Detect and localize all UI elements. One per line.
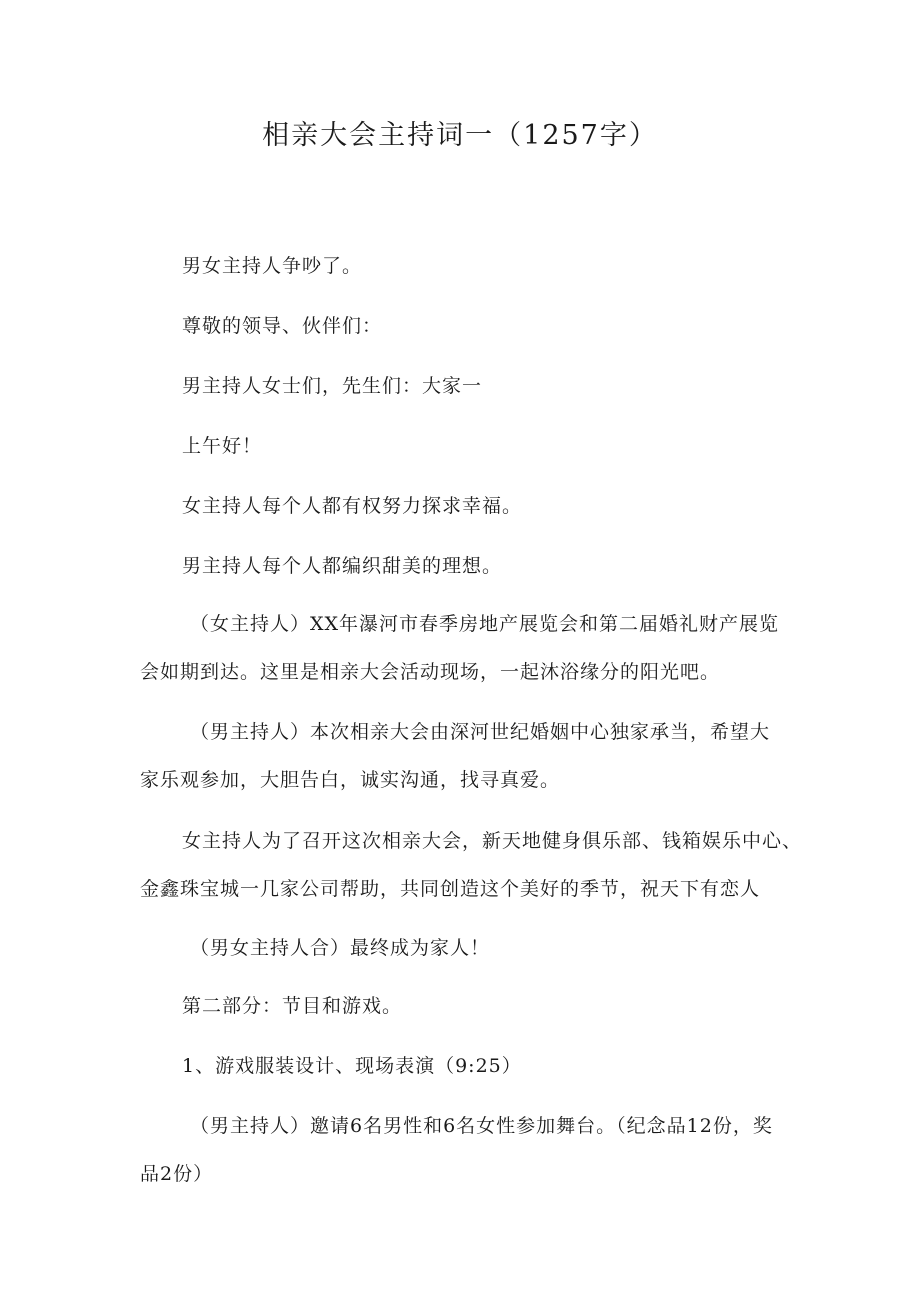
paragraph-line: 男主持人女士们，先生们：大家一 <box>182 375 483 397</box>
paragraph-12 <box>140 1042 790 1090</box>
paragraph-1 <box>140 242 790 290</box>
paragraph-line: 女主持人为了召开这次相亲大会，新天地健身俱乐部、钱箱娱乐中心、 <box>182 830 803 852</box>
paragraph-4 <box>140 422 790 470</box>
paragraph-line: 1、游戏服装设计、现场表演（9:25） <box>182 1055 522 1077</box>
paragraph-line: （女主持人）XX年瀑河市春季房地产展览会和第二届婚礼财产展览 <box>190 613 780 635</box>
paragraph-13 <box>140 1102 790 1198</box>
paragraph-3 <box>140 362 790 410</box>
paragraph-line: 尊敬的领导、伙伴们： <box>182 315 383 337</box>
paragraph-line: （男主持人）邀请6名男性和6名女性参加舞台。（纪念品12份，奖 <box>190 1115 773 1137</box>
paragraph-line: 男主持人每个人都编织甜美的理想。 <box>182 555 503 577</box>
paragraph-6 <box>140 542 790 590</box>
paragraph-line: 女主持人每个人都有权努力探求幸福。 <box>182 495 523 517</box>
paragraph-11 <box>140 982 790 1030</box>
paragraph-line: 第二部分：节目和游戏。 <box>182 995 403 1017</box>
paragraph-8 <box>140 708 790 804</box>
paragraph-line: 会如期到达。这里是相亲大会活动现场，一起沐浴缘分的阳光吧。 <box>140 661 721 683</box>
paragraph-2 <box>140 302 790 350</box>
paragraph-line: 家乐观参加，大胆告白，诚实沟通，找寻真爱。 <box>140 769 561 791</box>
paragraph-line: （男女主持人合）最终成为家人！ <box>190 937 491 959</box>
paragraph-line: 品2份） <box>140 1163 214 1185</box>
paragraph-9 <box>140 817 803 913</box>
paragraph-line: 金鑫珠宝城一几家公司帮助，共同创造这个美好的季节，祝天下有恋人 <box>140 878 761 900</box>
paragraph-5 <box>140 482 790 530</box>
paragraph-line: 男女主持人争吵了。 <box>182 255 363 277</box>
paragraph-10 <box>140 924 790 972</box>
document-title: 相亲大会主持词一（1257字） <box>262 120 658 151</box>
paragraph-line: 上午好！ <box>182 435 263 457</box>
paragraph-line: （男主持人）本次相亲大会由深河世纪婚姻中心独家承当，希望大 <box>190 721 771 743</box>
paragraph-7 <box>140 600 790 696</box>
